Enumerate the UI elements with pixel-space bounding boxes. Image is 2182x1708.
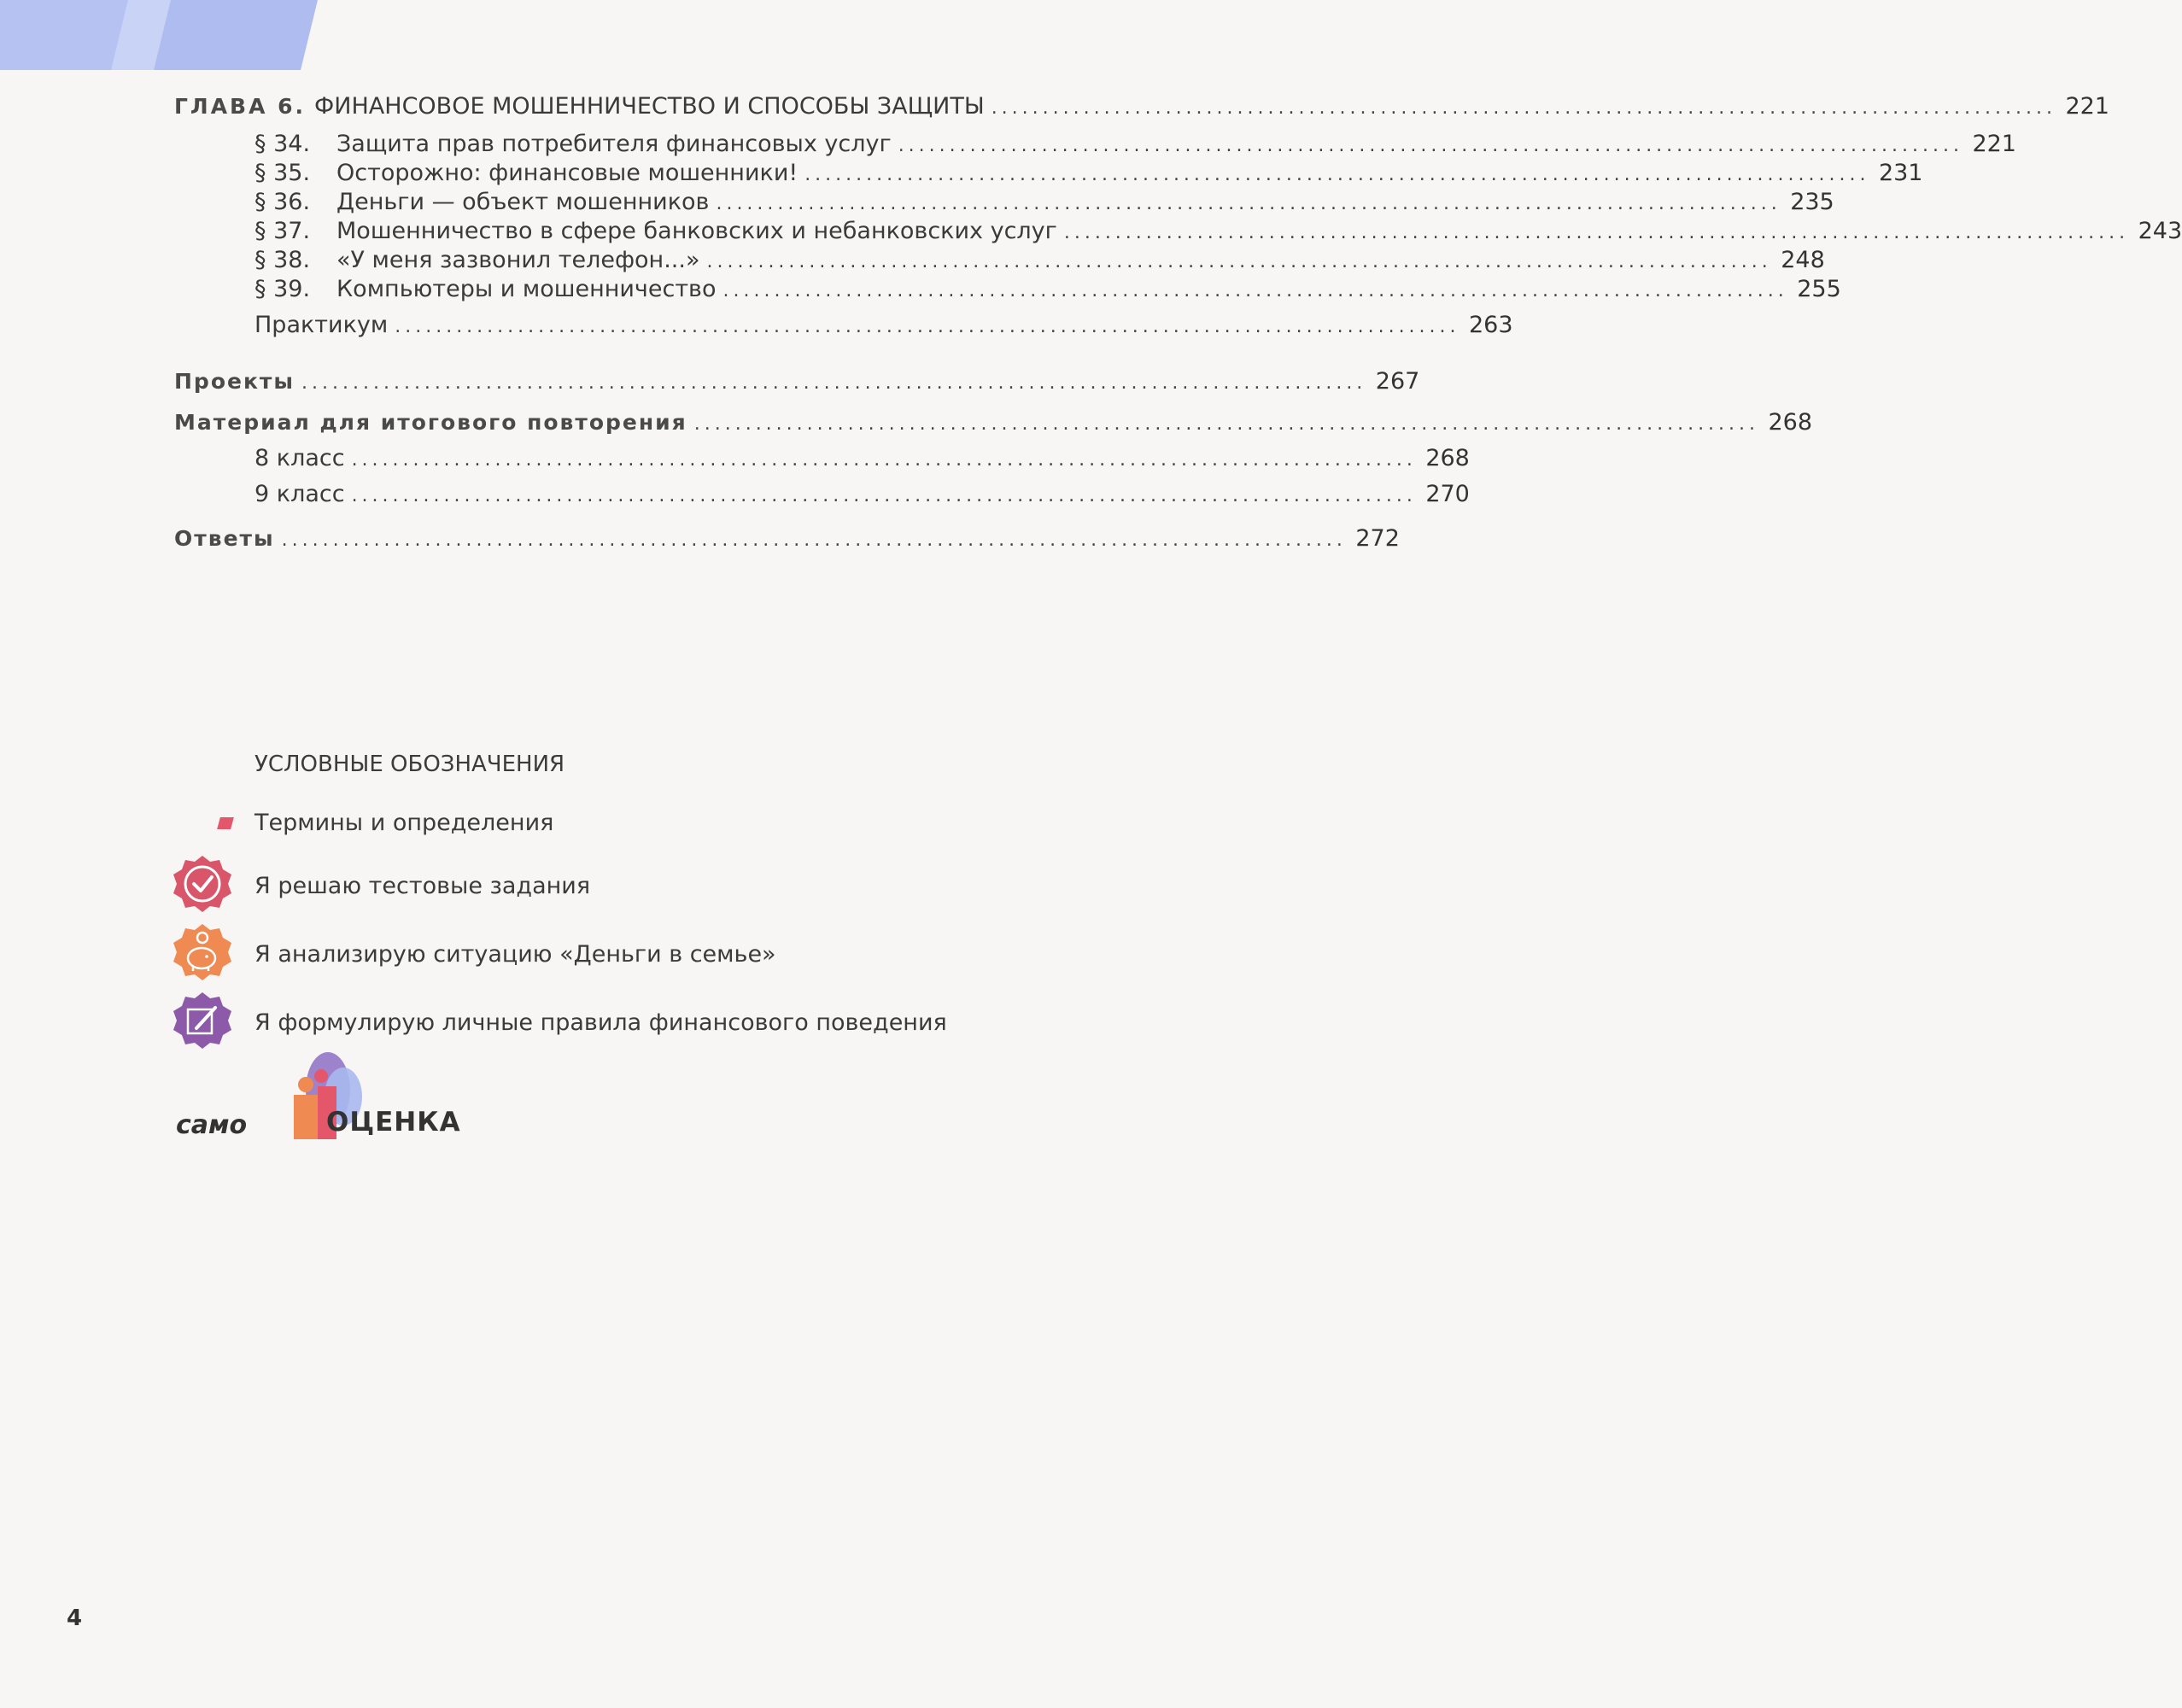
- section-title: Деньги — объект мошенников: [336, 189, 710, 215]
- checkmark-badge-icon: [171, 854, 234, 917]
- grade-8-title: 8 класс: [254, 445, 345, 471]
- toc-section[interactable]: § 38. «У меня зазвонил телефон...» ........................................................................................................ 248: [254, 246, 1196, 277]
- section-title: Защита прав потребителя финансовых услуг: [336, 131, 892, 157]
- section-title: Компьютеры и мошенничество: [336, 276, 717, 302]
- page-ref: 243: [2138, 218, 2182, 244]
- leader-dots: ........................................................................................................: [991, 97, 2056, 119]
- page-ref: 235: [1790, 189, 1834, 215]
- leader-dots: ........................................................................................................: [898, 135, 1963, 156]
- toc-answers[interactable]: [174, 524, 1400, 555]
- answers-title: Ответы: [174, 526, 275, 551]
- page-ref: 263: [1468, 312, 1513, 338]
- section-title: Мошенничество в сфере банковских и небанковских услуг: [336, 218, 1057, 244]
- page-ref: 270: [1425, 481, 1470, 507]
- toc-section[interactable]: § 37. Мошенничество в сфере банковских и небанковских услуг ........................................................................................................ 243: [254, 217, 1196, 248]
- section-title: Осторожно: финансовые мошенники!: [336, 160, 799, 186]
- page-ref: 231: [1878, 160, 1923, 186]
- leader-dots: ........................................................................................................: [804, 164, 1870, 185]
- legend-item-tests: Я решаю тестовые задания: [171, 854, 590, 917]
- samoocenka-part1: само: [176, 1110, 248, 1140]
- corner-decoration: [0, 0, 325, 70]
- leader-dots: ........................................................................................................: [722, 280, 1788, 301]
- piggy-bank-badge-icon: [171, 922, 234, 986]
- leader-dots: ........................................................................................................: [281, 529, 1347, 551]
- page-ref: 255: [1797, 276, 1841, 302]
- leader-dots: ........................................................................................................: [351, 449, 1417, 471]
- toc-review[interactable]: [174, 408, 1813, 439]
- page-ref: 221: [1972, 131, 2016, 157]
- projects-title: Проекты: [174, 369, 295, 394]
- chapter-title: ФИНАНСОВОЕ МОШЕННИЧЕСТВО И СПОСОБЫ ЗАЩИТЫ: [314, 93, 985, 120]
- page-ref: 221: [2065, 93, 2109, 120]
- toc-chapter-6[interactable]: [174, 92, 2109, 123]
- leader-dots: ........................................................................................................: [1063, 222, 2130, 243]
- toc-practicum[interactable]: [254, 311, 1513, 342]
- leader-dots: ........................................................................................................: [301, 372, 1367, 394]
- page-ref: 272: [1355, 525, 1400, 552]
- page-number: 4: [67, 1606, 83, 1631]
- pink-square-icon: [217, 817, 234, 829]
- legend-item-family-money: Я анализирую ситуацию «Деньги в семье»: [171, 922, 776, 986]
- toc-grade-9[interactable]: [254, 480, 1470, 511]
- section-title: «У меня зазвонил телефон...»: [336, 247, 700, 273]
- leader-dots: ........................................................................................................: [693, 413, 1760, 435]
- practicum-title: Практикум: [254, 312, 389, 338]
- grade-9-title: 9 класс: [254, 481, 345, 507]
- leader-dots: ........................................................................................................: [716, 193, 1781, 214]
- review-title: Материал для итогового повторения: [174, 410, 687, 435]
- toc-section[interactable]: § 36. Деньги — объект мошенников ........................................................................................................ 235: [254, 188, 1196, 219]
- page-ref: 268: [1768, 409, 1813, 436]
- legend-title: УСЛОВНЫЕ ОБОЗНАЧЕНИЯ: [254, 752, 565, 777]
- toc-section[interactable]: § 39. Компьютеры и мошенничество ........................................................................................................ 255: [254, 275, 1196, 306]
- samoocenka-part2: ОЦЕНКА: [326, 1107, 461, 1138]
- leader-dots: ........................................................................................................: [351, 485, 1417, 506]
- page-ref: 268: [1425, 445, 1470, 471]
- page-ref: 267: [1375, 368, 1420, 395]
- page-ref: 248: [1781, 247, 1825, 273]
- chapter-keyword: ГЛАВА 6.: [174, 94, 307, 119]
- toc-section[interactable]: § 34. Защита прав потребителя финансовых услуг ........................................................................................................ 221: [254, 130, 1196, 161]
- legend-item-terms: Термины и определения: [171, 810, 553, 836]
- samoocenka-logo: [176, 1050, 466, 1144]
- toc-section[interactable]: § 35. Осторожно: финансовые мошенники! ........................................................................................................ 231: [254, 159, 1196, 190]
- leader-dots: ........................................................................................................: [706, 251, 1772, 272]
- toc-projects[interactable]: [174, 367, 1420, 398]
- pencil-badge-icon: [171, 991, 234, 1054]
- legend-item-personal-rules: Я формулирую личные правила финансового поведения: [171, 991, 947, 1054]
- toc-grade-8[interactable]: [254, 444, 1470, 475]
- leader-dots: ........................................................................................................: [395, 316, 1460, 337]
